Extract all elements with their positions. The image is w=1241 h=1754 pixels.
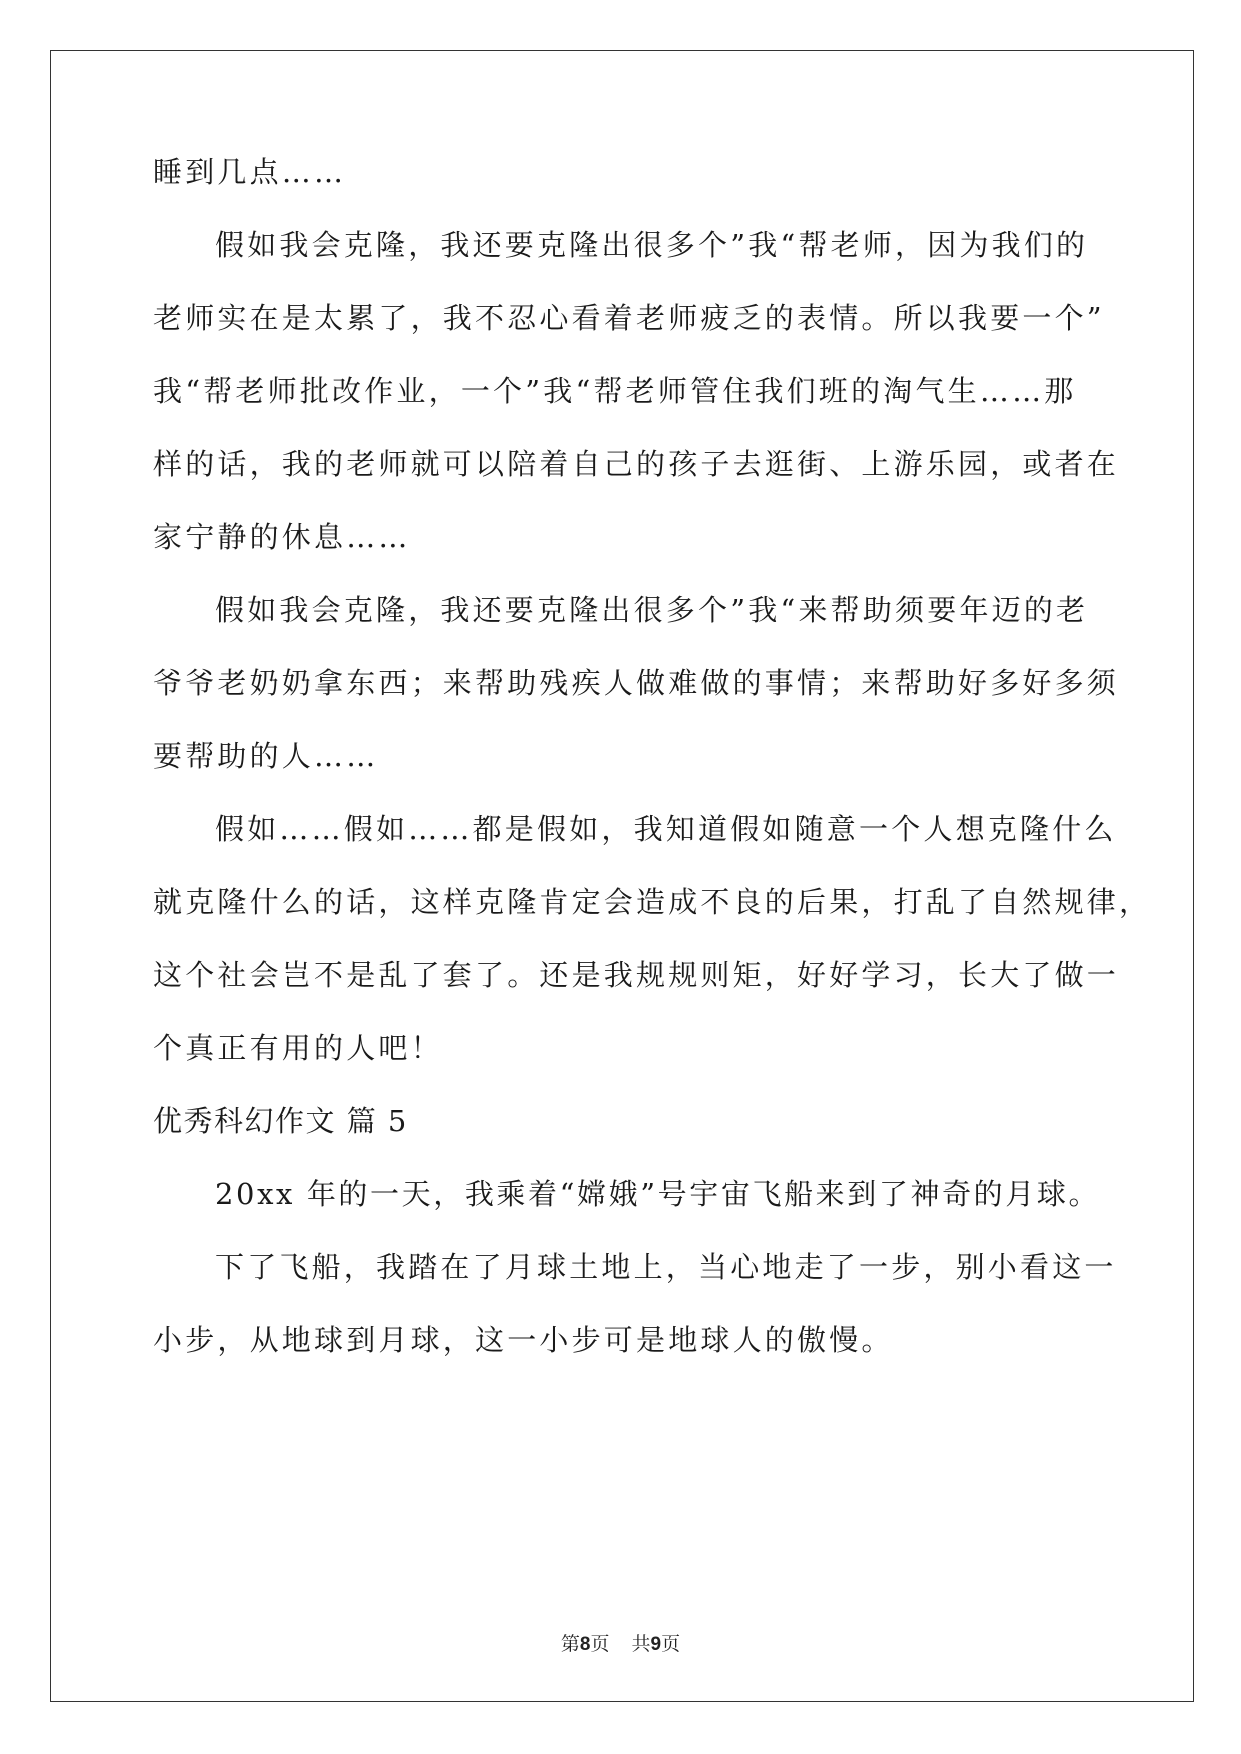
page-footer [0,1632,1241,1657]
text-line: 个真正有用的人吧！ [153,1031,443,1065]
text-line: 样的话，我的老师就可以陪着自己的孩子去逛街、上游乐园，或者在 [153,447,1120,481]
text-line: 小步，从地球到月球，这一小步可是地球人的傲慢。 [153,1323,894,1357]
total-pages-prefix: 共 [631,1633,651,1655]
text-line: 家宁静的休息…… [153,520,411,554]
paragraph-start-line: 下了飞船，我踏在了月球土地上，当心地走了一步，别小看这一 [215,1250,1117,1284]
paragraph-start-line: 假如我会克隆，我还要克隆出很多个”我“帮老师，因为我们的 [215,228,1089,262]
text-line: 我“帮老师批改作业，一个”我“帮老师管住我们班的淘气生……那 [153,374,1077,408]
paragraph-start-line: 20xx 年的一天，我乘着“嫦娥”号宇宙飞船来到了神奇的月球。 [215,1177,1101,1211]
text-line: 要帮助的人…… [153,739,379,773]
page-number-prefix: 第 [560,1633,580,1655]
text-line: 老师实在是太累了，我不忍心看着老师疲乏的表情。所以我要一个” [153,301,1105,335]
paragraph-start-line: 假如……假如……都是假如，我知道假如随意一个人想克隆什么 [215,812,1117,846]
paragraph-start-line: 假如我会克隆，我还要克隆出很多个”我“来帮助须要年迈的老 [215,593,1089,627]
text-line: 这个社会岂不是乱了套了。还是我规规则矩，好好学习，长大了做一 [153,958,1120,992]
text-line: 就克隆什么的话，这样克隆肯定会造成不良的后果，打乱了自然规律， [153,885,1152,919]
section-heading: 优秀科幻作文 篇 5 [153,1104,408,1138]
text-line: 爷爷老奶奶拿东西；来帮助残疾人做难做的事情；来帮助好多好多须 [153,666,1120,700]
total-pages-suffix: 页 [661,1633,681,1655]
total-page-count: 9 [650,1634,662,1655]
current-page-number: 8 [579,1634,591,1655]
page-border [50,50,1194,1702]
text-line: 睡到几点…… [153,155,347,189]
page-number-suffix: 页 [590,1633,610,1655]
